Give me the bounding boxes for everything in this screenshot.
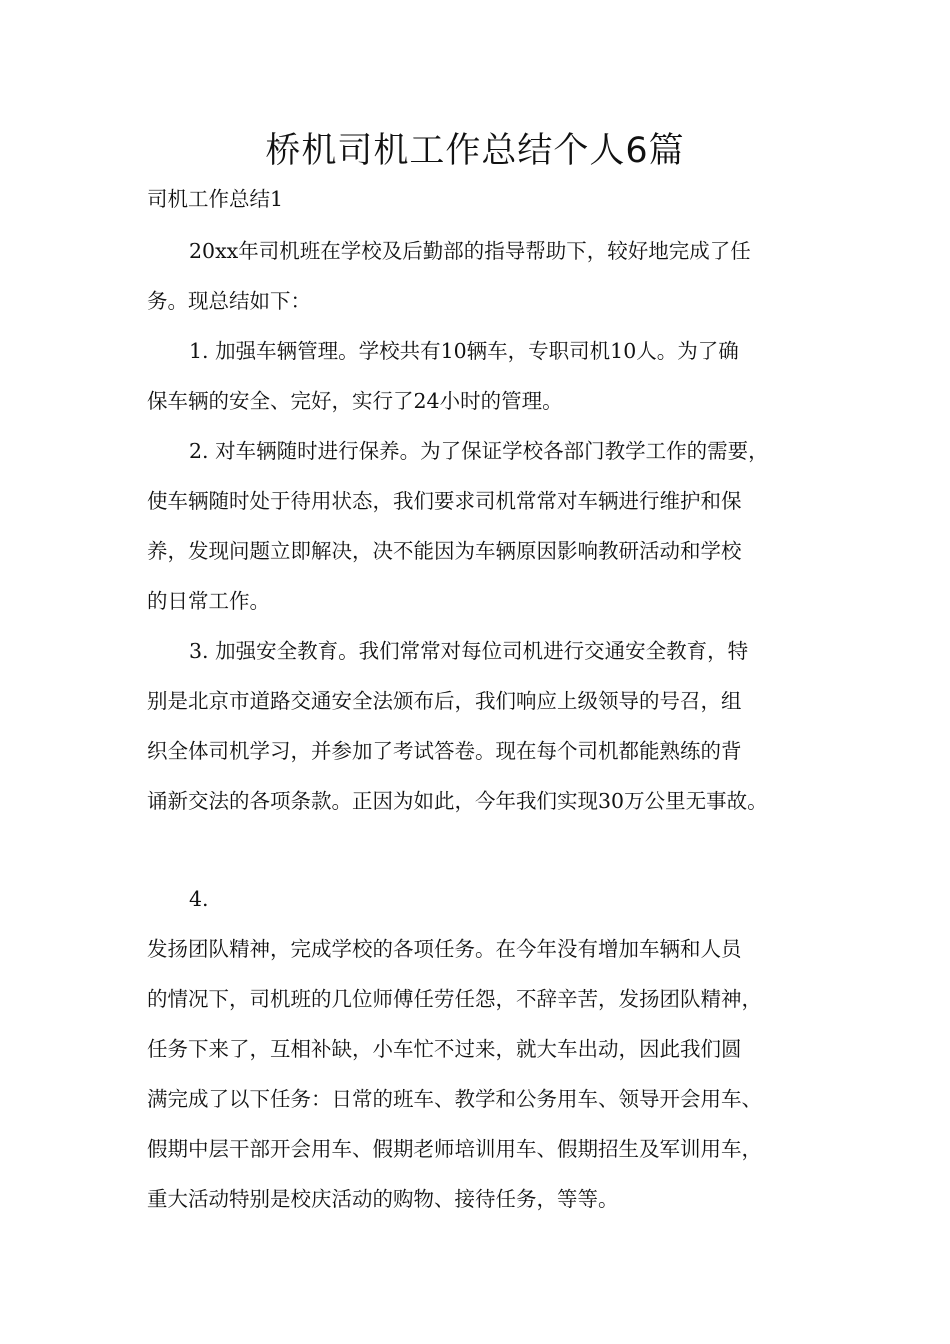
paragraph-line: 1. 加强车辆管理。学校共有10辆车，专职司机10人。为了确 — [189, 339, 739, 363]
paragraph-line: 任务下来了，互相补缺，小车忙不过来，就大车出动，因此我们圆 — [147, 1037, 742, 1061]
paragraph-line: 假期中层干部开会用车、假期老师培训用车、假期招生及军训用车， — [147, 1137, 762, 1161]
paragraph-line: 20xx年司机班在学校及后勤部的指导帮助下，较好地完成了任 — [189, 239, 751, 263]
paragraph-line: 养，发现问题立即解决，决不能因为车辆原因影响教研活动和学校 — [147, 539, 742, 563]
paragraph-line: 别是北京市道路交通安全法颁布后，我们响应上级领导的号召，组 — [147, 689, 742, 713]
paragraph-line: 满完成了以下任务：日常的班车、教学和公务用车、领导开会用车、 — [147, 1087, 762, 1111]
paragraph-line: 的情况下，司机班的几位师傅任劳任怨，不辞辛苦，发扬团队精神， — [147, 987, 762, 1011]
paragraph-line: 发扬团队精神，完成学校的各项任务。在今年没有增加车辆和人员 — [147, 937, 742, 961]
paragraph-line: 务。现总结如下： — [147, 289, 311, 313]
paragraph-line: 诵新交法的各项条款。正因为如此，今年我们实现30万公里无事故。 — [147, 789, 768, 813]
paragraph-line: 的日常工作。 — [147, 589, 270, 613]
paragraph-line: 2. 对车辆随时进行保养。为了保证学校各部门教学工作的需要， — [189, 439, 769, 463]
list-number: 4. — [189, 887, 209, 911]
paragraph-line: 织全体司机学习，并参加了考试答卷。现在每个司机都能熟练的背 — [147, 739, 742, 763]
paragraph-line: 保车辆的安全、完好，实行了24小时的管理。 — [147, 389, 563, 413]
paragraph-line: 使车辆随时处于待用状态，我们要求司机常常对车辆进行维护和保 — [147, 489, 742, 513]
section-heading: 司机工作总结1 — [147, 187, 284, 211]
paragraph-line: 3. 加强安全教育。我们常常对每位司机进行交通安全教育，特 — [189, 639, 749, 663]
document-title: 桥机司机工作总结个人6篇 — [265, 131, 685, 171]
paragraph-line: 重大活动特别是校庆活动的购物、接待任务，等等。 — [147, 1187, 619, 1211]
